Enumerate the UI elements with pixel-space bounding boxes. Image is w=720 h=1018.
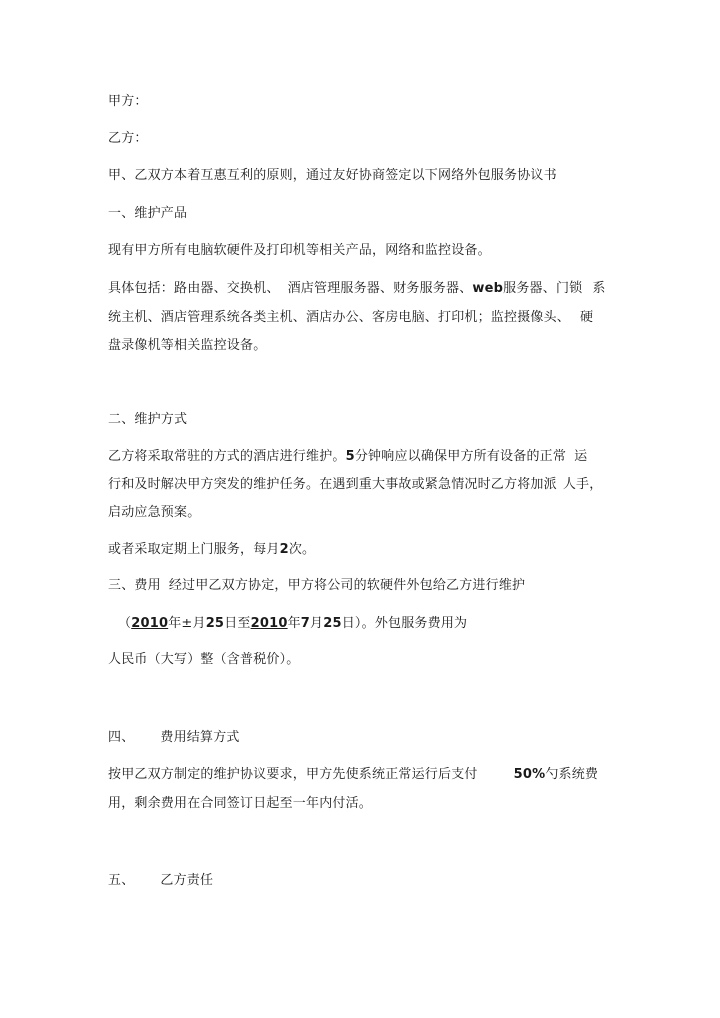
start-day: 25: [205, 616, 225, 631]
start-year: 2010: [131, 616, 169, 631]
fee-amount-line: 人民币（大写）整（含普税价）。: [108, 652, 300, 667]
section-4-heading-line: [108, 730, 240, 746]
text-run: 行和及时解决甲方突发的维护任务。在遇到重大事故或紧急情况时乙方将加派: [108, 477, 557, 492]
party-a-label: 甲方：: [108, 94, 148, 109]
text-run: 勺系统费: [545, 767, 599, 782]
section-5-heading-number: 五、: [108, 873, 135, 888]
section-5-heading-line: [108, 873, 213, 889]
payment-percent: 50%: [513, 767, 546, 782]
visits-per-month: 2: [279, 542, 289, 557]
text-run: 日至: [224, 616, 251, 631]
text-run: 日）。外包服务费用为: [341, 616, 468, 631]
section-2-line-4: [108, 542, 315, 558]
section-2-line-3: 启动应急预案。: [108, 505, 201, 520]
text-run: 系: [592, 281, 606, 296]
section-3-heading-line: [108, 578, 525, 594]
text-run: （: [118, 616, 132, 631]
end-day: 25: [323, 616, 342, 631]
web-term: web: [472, 281, 504, 296]
section-2-line-2: [108, 477, 602, 493]
end-month: 7: [300, 616, 311, 631]
section-1-heading: 一、维护产品: [108, 206, 188, 221]
text-run: 次。: [288, 542, 316, 557]
text-run: 分钟响应以确保甲方所有设备的正常: [354, 449, 567, 464]
section-4-heading: 费用结算方式: [160, 730, 240, 745]
text-run: 统主机、酒店管理系统各类主机、酒店办公、客房电脑、打印机；监控摄像头、: [108, 310, 571, 325]
section-2-heading: 二、维护方式: [108, 412, 188, 427]
text-run: 按甲乙双方制定的维护协议要求，甲方先使系统正常运行后支付: [108, 767, 478, 782]
text-run: 酒店管理服务器、财务服务器、: [287, 281, 473, 296]
service-period-line: [118, 616, 467, 632]
section-5-heading: 乙方责任: [160, 873, 214, 888]
section-4-line-2: 用，剩余费用在合同签订日起至一年内付活。: [108, 796, 373, 811]
section-1-paragraph-2-line-2: [108, 310, 593, 326]
text-run: 运: [574, 449, 588, 464]
section-1-paragraph-1: 现有甲方所有电脑软硬件及打印机等相关产品，网络和监控设备。: [108, 243, 491, 258]
section-1-paragraph-2-line-3: 盘录像机等相关监控设备。: [108, 338, 267, 353]
end-year: 2010: [250, 616, 288, 631]
text-run: 服务器、门锁: [503, 281, 583, 296]
text-run: 年±月: [168, 616, 206, 631]
text-run: 具体包括：路由器、交换机、: [108, 281, 280, 296]
party-b-label: 乙方：: [108, 131, 148, 146]
text-run: 乙方将采取常驻的方式的酒店进行维护。: [108, 449, 346, 464]
response-minutes: 5: [345, 449, 355, 464]
text-run: 人手，: [562, 477, 603, 492]
text-run: 或者采取定期上门服务，每月: [108, 542, 280, 557]
section-3-heading: 三、费用: [108, 578, 161, 593]
agreement-intro: 甲、乙双方本着互惠互利的原则，通过友好协商签定以下网络外包服务协议书: [108, 168, 557, 183]
section-2-line-1: [108, 449, 587, 465]
text-run: 年: [287, 616, 301, 631]
section-3-heading-text: 经过甲乙双方协定，甲方将公司的软硬件外包给乙方进行维护: [168, 578, 526, 593]
section-4-line-1: [108, 767, 598, 783]
section-1-paragraph-2-line-1: [108, 281, 606, 297]
text-run: 月: [310, 616, 324, 631]
text-run: 硬: [580, 310, 594, 325]
section-4-heading-number: 四、: [108, 730, 135, 745]
